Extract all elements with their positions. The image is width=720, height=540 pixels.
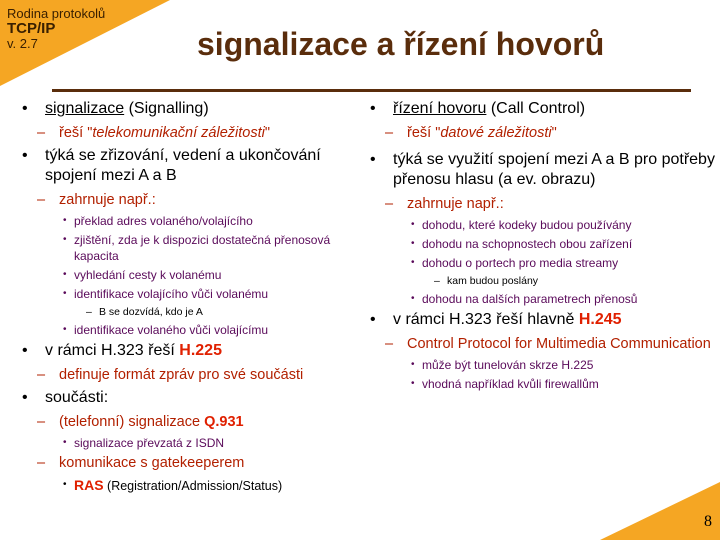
list-item: • může být tunelován skrze H.225 — [370, 357, 715, 373]
list-item — [22, 99, 357, 119]
code-h225: H.225 — [179, 342, 222, 359]
list-item — [22, 413, 357, 431]
list-item: – komunikace s gatekeeperem — [22, 454, 357, 472]
list-item: – definuje formát zpráv pro své součásti — [22, 366, 357, 384]
list-item: • dohodu na schopnostech obou zařízení — [370, 236, 715, 252]
code-q931: Q.931 — [204, 414, 244, 430]
text-telefonni: (telefonní) signalizace — [59, 414, 205, 430]
text-telekom: telekomunikační záležitosti — [92, 125, 265, 141]
list-item: • vhodná například kvůli firewallům — [370, 376, 715, 392]
list-item: • týká se využití spojení mezi A a B pro potřeby přenosu hlasu (a ev. obrazu) — [370, 150, 715, 190]
list-item: • dohodu o portech pro media streamy — [370, 255, 715, 271]
list-item: • vyhledání cesty k volanému — [22, 267, 357, 283]
term-call-control: (Call Control) — [486, 100, 586, 117]
list-item: • zjištění, zda je k dispozici dostatečná přenosová kapacita — [22, 232, 357, 264]
list-item: – kam budou poslány — [370, 274, 715, 288]
list-item: – Control Protocol for Multimedia Communication — [370, 335, 715, 353]
list-item: • signalizace převzatá z ISDN — [22, 435, 357, 451]
term-rizeni: řízení hovoru — [393, 100, 487, 117]
left-column — [22, 99, 357, 498]
corner-decoration-bottom-right — [600, 482, 720, 540]
page-number: 8 — [704, 513, 712, 530]
term-signalling: (Signalling) — [124, 100, 209, 117]
list-item: • dohodu na dalších parametrech přenosů — [370, 291, 715, 307]
title-divider — [52, 89, 691, 92]
list-item: • týká se zřizování, vedení a ukončování spojení mezi A a B — [22, 146, 357, 186]
text-quote-end: " — [264, 125, 270, 141]
text-h323-prefix: v rámci H.323 řeší hlavně — [393, 311, 579, 328]
list-item — [370, 310, 715, 330]
series-label — [7, 7, 105, 51]
series-protocol: TCP/IP — [7, 20, 56, 37]
right-column — [370, 99, 715, 395]
list-item — [22, 124, 357, 142]
series-name: Rodina protokolů — [7, 6, 106, 21]
list-item: • identifikace volajícího vůči volanému — [22, 286, 357, 302]
series-version: v. 2.7 — [7, 36, 38, 51]
list-item: • součásti: — [22, 388, 357, 408]
list-item: • dohodu, které kodeky budou používány — [370, 217, 715, 233]
list-item: • identifikace volaného vůči volajícímu — [22, 322, 357, 338]
list-item — [22, 341, 357, 361]
list-item: • překlad adres volaného/volajícího — [22, 213, 357, 229]
term-signalizace: signalizace — [45, 100, 125, 117]
code-ras: RAS — [74, 477, 104, 493]
text-resi: řeší " — [59, 125, 93, 141]
list-item — [370, 124, 715, 142]
page-title: signalizace a řízení hovorů — [197, 26, 605, 62]
text-resi: řeší " — [407, 125, 441, 141]
list-item — [370, 99, 715, 119]
list-item: – zahrnuje např.: — [22, 191, 357, 209]
text-h323-prefix: v rámci H.323 řeší — [45, 342, 180, 359]
code-h245: H.245 — [578, 311, 622, 328]
text-quote-end: " — [551, 125, 557, 141]
text-ras-desc: (Registration/Admission/Status) — [103, 479, 283, 493]
list-item — [22, 476, 357, 495]
list-item: – B se dozvídá, kdo je A — [22, 305, 357, 319]
list-item: – zahrnuje např.: — [370, 195, 715, 213]
text-datove: datové záležitosti — [440, 125, 552, 141]
